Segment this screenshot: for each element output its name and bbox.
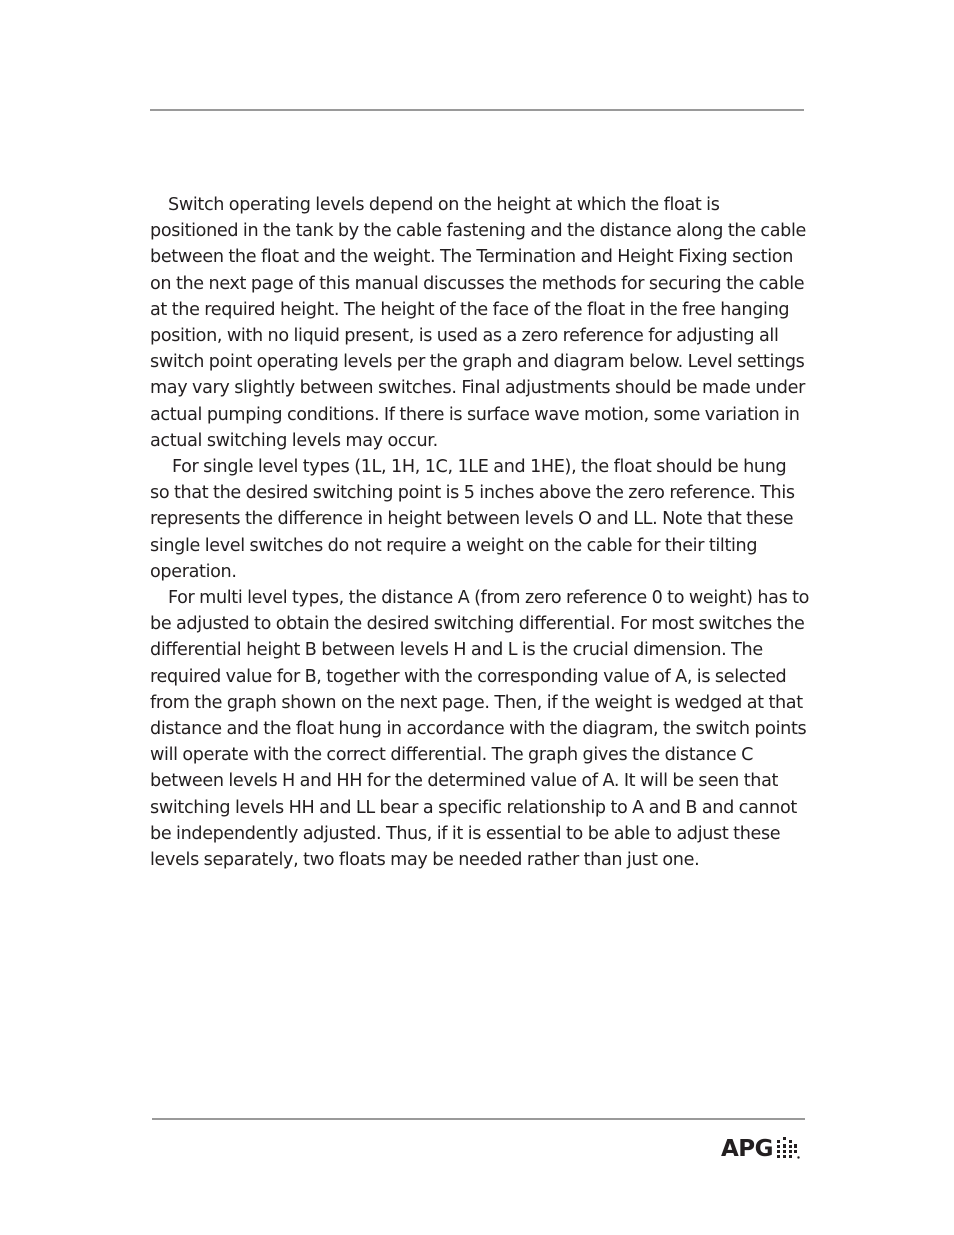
apg-grid-logo-icon [774,1136,800,1162]
apg-logo [721,1135,811,1163]
paragraph-operating-levels: Switch operating levels depend on the height at which the float is positioned in the tank by the cable fastening and the distance along the cable between the float and the weight. The Termination and Height Fixing section on the next page of this manual discusses the methods for securing the cable at the required height. The height of the face of the float in the free hanging position, with no liquid present, is used as a zero reference for adjusting all switch point operating levels per the graph and diagram below. Level settings may vary slightly between switches. Final adjustments should be made under actual pumping conditions. If there is surface wave motion, some variation in actual switching levels may occur. [150,195,807,451]
body-text [150,192,810,873]
logo-text: APG [721,1135,774,1162]
footer-rule [152,1118,805,1120]
paragraph-single-level-types: For single level types (1L, 1H, 1C, 1LE and 1HE), the float should be hung so that the desired switching point is 5 inches above the zero reference. This represents the difference in height between levels O and LL. Note that these single level switches do not require a weight on the cable for their tilting operation. [150,457,795,582]
header-rule [150,109,804,111]
paragraph-multi-level-types: For multi level types, the distance A (from zero reference 0 to weight) has to be adjusted to obtain the desired switching differential. For most switches the differential height B between levels H and L is the crucial dimension. The required value for B, together with the corresponding value of A, is selected from the graph shown on the next page. Then, if the weight is wedged at that distance and the float hung in accordance with the diagram, the switch points will operate with the correct differential. The graph gives the distance C between levels H and HH for the determined value of A. It will be seen that switching levels HH and LL bear a specific relationship to A and B and cannot be independently adjusted. Thus, if it is essential to be able to adjust these levels separately, two floats may be needed rather than just one. [150,588,810,871]
